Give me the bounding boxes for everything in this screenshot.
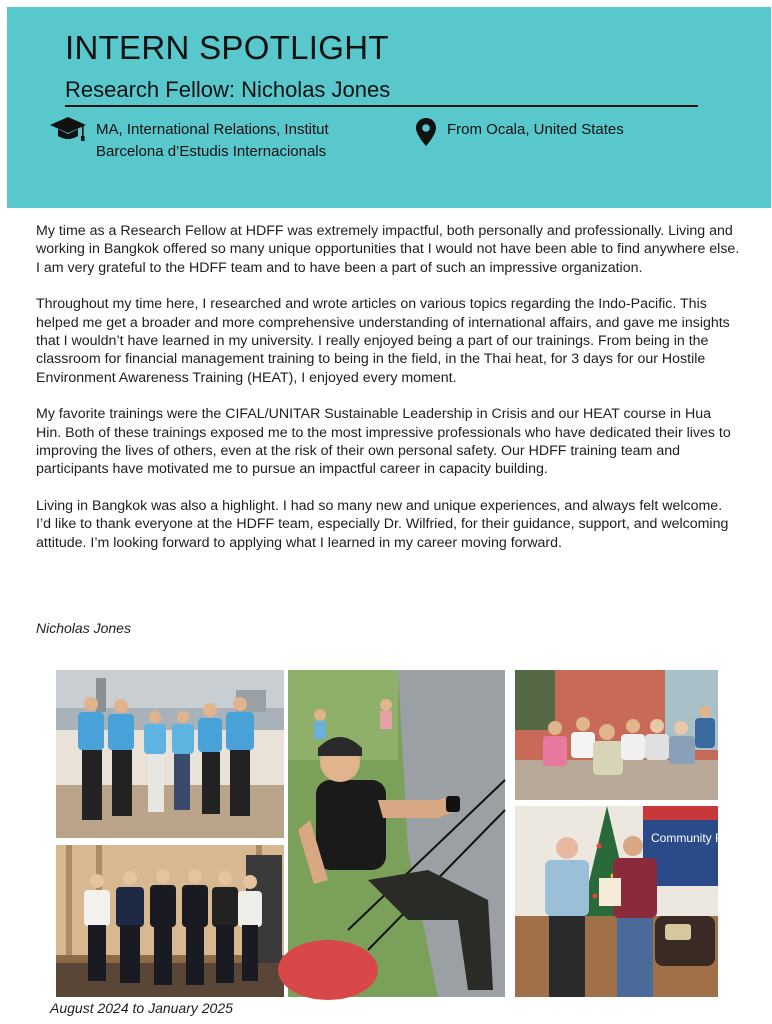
page-title: INTERN SPOTLIGHT — [65, 29, 389, 66]
paragraph: My favorite trainings were the CIFAL/UNITAR Sustainable Leadership in Crisis and our HEAT course in Hua Hin. Both of these trainings exposed me to the most impressive professionals who have dedicated their lives to improving the lives of others, even at the risk of their own personal safety. Our HDFF training team and participants have motivated me to pursue an impactful career in capacity building. — [36, 406, 731, 478]
photo-group-balcony — [56, 670, 284, 838]
graduation-cap-icon — [49, 115, 87, 145]
testimonial-body — [36, 222, 740, 570]
internship-dates: August 2024 to January 2025 — [50, 1000, 233, 1016]
spotlight-header — [7, 7, 771, 208]
paragraph: Throughout my time here, I researched and wrote articles on various topics regarding the Indo-Pacific. This helped me get a broader and more comprehensive understanding of international affairs, and gave me insights that I wouldn’t have learned in my university. I really enjoyed being a part of our trainings. From being in the classroom for financial management training to being in the field, in the Thai heat, for 3 days for our Hostile Environment Awareness Training (HEAT), I enjoyed every moment. — [36, 296, 730, 386]
location-pin-icon — [415, 117, 437, 147]
paragraph: Living in Bangkok was also a highlight. I had so many new and unique experiences, and always felt welcome. I’d like to thank everyone at the HDFF team, especially Dr. Wilfried, for their guidance, support, and welcoming attitude. I’m looking forward to applying what I learned in my career moving forward. — [36, 497, 729, 551]
header-divider — [65, 105, 698, 107]
hometown-info: From Ocala, United States — [447, 121, 624, 138]
education-info: MA, International Relations, Institut Barcelona d’Estudis Internacionals — [96, 121, 329, 160]
fellow-subtitle: Research Fellow: Nicholas Jones — [65, 77, 391, 102]
signature: Nicholas Jones — [36, 620, 131, 636]
photo-group-indoor — [56, 845, 284, 997]
community-sign-text: Community Flo — [651, 831, 732, 845]
paragraph: My time as a Research Fellow at HDFF was extremely impactful, both personally and professionally. Living and working in Bangkok offered so many unique opportunities that I would not have been able to find anywhere else. I am very grateful to the HDFF team and to have been a part of such an impressive organization. — [36, 223, 740, 276]
photo-group-seated — [515, 670, 718, 800]
photo-rappelling — [288, 670, 505, 997]
photo-award-handover — [515, 806, 732, 997]
